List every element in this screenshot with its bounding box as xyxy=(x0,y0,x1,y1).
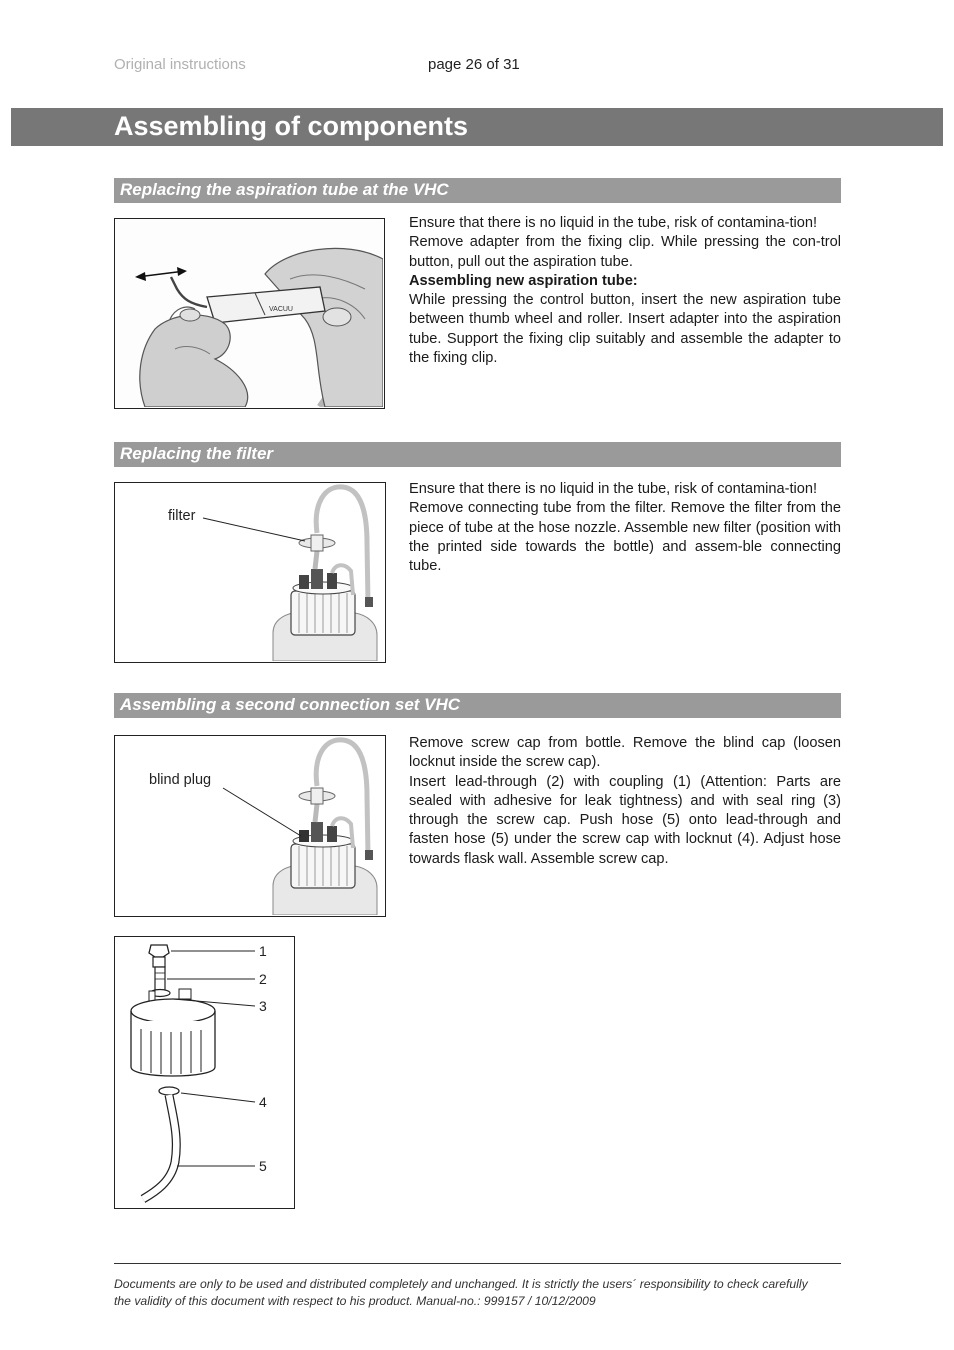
paragraph: Insert lead-through (2) with coupling (1) (Attention: Parts are sealed with adhesive for leak tightness) and with seal ring (3) through the screw cap. Push hose (5) onto lead-through and fasten hose (5) under the screw cap with locknut (4). Adjust hose towards flask wall. Assemble screw cap. xyxy=(409,773,841,867)
callout-5: 5 xyxy=(259,1158,267,1174)
second-connection-set-instructions xyxy=(409,734,841,869)
device-brand-text: VACUU xyxy=(269,306,293,313)
filter-instructions xyxy=(409,480,841,576)
header-document-status: Original instructions xyxy=(114,56,246,73)
filter-label: filter xyxy=(168,508,196,524)
section-heading-aspiration-tube: Replacing the aspiration tube at the VHC xyxy=(120,180,449,199)
section-heading-filter: Replacing the filter xyxy=(120,444,274,463)
blind-plug-label: blind plug xyxy=(149,772,212,788)
paragraph: Ensure that there is no liquid in the tube, risk of contamina-tion! xyxy=(409,215,818,231)
aspiration-tube-instructions xyxy=(409,214,841,368)
footer-line-2: the validity of this document with respect to his product. Manual-no.: 999157 / 10/12/2009 xyxy=(114,1293,596,1308)
paragraph: Remove screw cap from bottle. Remove the blind cap (loosen locknut inside the screw cap). xyxy=(409,735,841,771)
blind-plug-figure xyxy=(114,735,386,917)
paragraph: Remove connecting tube from the filter. Remove the filter from the piece of tube at the hose nozzle. Assemble new filter (position with the printed side towards the bottle) and assem-ble connecting tube. xyxy=(409,500,841,575)
footer-disclaimer xyxy=(114,1276,841,1309)
callout-3: 3 xyxy=(259,998,267,1014)
section-heading-second-connection-set: Assembling a second connection set VHC xyxy=(120,695,461,714)
callout-1: 1 xyxy=(259,943,267,959)
callout-4: 4 xyxy=(259,1094,267,1110)
paragraph: While pressing the control button, insert the new aspiration tube between thumb wheel and roller. Insert adapter into the aspiration tube. Support the fixing clip suitably and assemble the adapter to the fixing clip. xyxy=(409,292,841,367)
exploded-parts-figure xyxy=(114,936,295,1209)
page-title: Assembling of components xyxy=(114,111,469,141)
paragraph: Ensure that there is no liquid in the tube, risk of contamina-tion! xyxy=(409,481,818,497)
paragraph: Remove adapter from the fixing clip. While pressing the con-trol button, pull out the aspiration tube. xyxy=(409,234,841,270)
aspiration-tube-figure xyxy=(114,218,385,409)
footer-line-1: Documents are only to be used and distributed completely and unchanged. It is strictly the users´ responsibility to check carefully xyxy=(114,1277,808,1291)
filter-figure xyxy=(114,482,386,663)
page-number: page 26 of 31 xyxy=(428,56,520,73)
footer-divider xyxy=(114,1263,841,1264)
subheading: Assembling new aspiration tube: xyxy=(409,272,638,289)
callout-2: 2 xyxy=(259,971,267,987)
